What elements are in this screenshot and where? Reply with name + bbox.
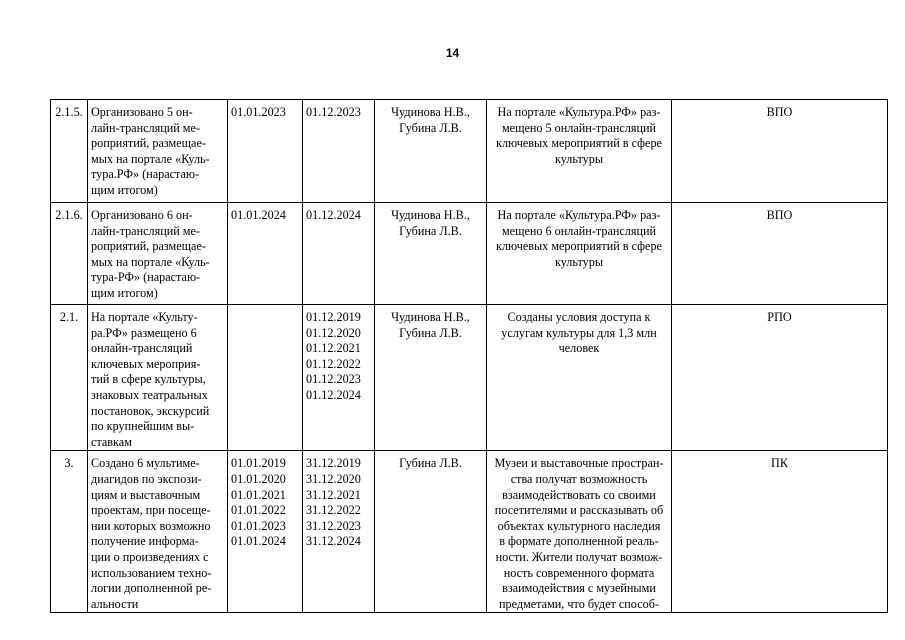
event-cell: Организовано 6 он- лайн-трансляций ме- роприятий, размещае- мых на портале «Куль- тура-РФ» (нарастаю- щим итогом) — [88, 203, 228, 305]
result-cell: Музеи и выставочные простран- ства получат возможность взаимодействовать со своими посетителями и рассказывать об объектах культурного наследия в формате дополненной реаль- ности. Жители получат возмож- ность современного формата взаимодействия с музейными предметами, что будет способ- — [487, 451, 672, 613]
end-date-cell: 01.12.2024 — [303, 203, 375, 305]
result-cell: На портале «Культура.РФ» раз- мещено 5 онлайн-трансляций ключевых мероприятий в сфере культуры — [487, 100, 672, 203]
responsible-cell: Чудинова Н.В., Губина Л.В. — [375, 203, 487, 305]
start-date-cell: 01.01.2019 01.01.2020 01.01.2021 01.01.2022 01.01.2023 01.01.2024 — [228, 451, 303, 613]
document-type-cell: ВПО — [672, 100, 888, 203]
responsible-cell: Чудинова Н.В., Губина Л.В. — [375, 100, 487, 203]
end-date-cell: 01.12.2023 — [303, 100, 375, 203]
event-cell: Организовано 5 он- лайн-трансляций ме- роприятий, размещае- мых на портале «Куль- тура.РФ» (нарастаю- щим итогом) — [88, 100, 228, 203]
plan-table — [50, 99, 888, 613]
table-row — [51, 100, 888, 203]
responsible-cell: Чудинова Н.В., Губина Л.В. — [375, 305, 487, 451]
document-type-cell: ВПО — [672, 203, 888, 305]
table-row — [51, 451, 888, 613]
result-cell: Созданы условия доступа к услугам культуры для 1,3 млн человек — [487, 305, 672, 451]
table-row — [51, 305, 888, 451]
event-cell: Создано 6 мультиме- диагидов по экспози- циям и выставочным проектам, при посеще- нии которых возможно получение информа- ции о произведениях с использованием техно- логии дополненной ре- альности — [88, 451, 228, 613]
start-date-cell: 01.01.2023 — [228, 100, 303, 203]
start-date-cell — [228, 305, 303, 451]
end-date-cell: 31.12.2019 31.12.2020 31.12.2021 31.12.2022 31.12.2023 31.12.2024 — [303, 451, 375, 613]
row-number: 2.1.5. — [51, 100, 88, 203]
row-number: 2.1. — [51, 305, 88, 451]
event-cell: На портале «Культу- ра.РФ» размещено 6 онлайн-трансляций ключевых мероприя- тий в сфере культуры, знаковых театральных постановок, экскурсий по крупнейшим вы- ставкам — [88, 305, 228, 451]
page-number: 14 — [445, 46, 460, 60]
row-number: 3. — [51, 451, 88, 613]
table-row — [51, 203, 888, 305]
start-date-cell: 01.01.2024 — [228, 203, 303, 305]
row-number: 2.1.6. — [51, 203, 88, 305]
document-type-cell: ПК — [672, 451, 888, 613]
responsible-cell: Губина Л.В. — [375, 451, 487, 613]
document-type-cell: РПО — [672, 305, 888, 451]
end-date-cell: 01.12.2019 01.12.2020 01.12.2021 01.12.2022 01.12.2023 01.12.2024 — [303, 305, 375, 451]
result-cell: На портале «Культура.РФ» раз- мещено 6 онлайн-трансляций ключевых мероприятий в сфере культуры — [487, 203, 672, 305]
